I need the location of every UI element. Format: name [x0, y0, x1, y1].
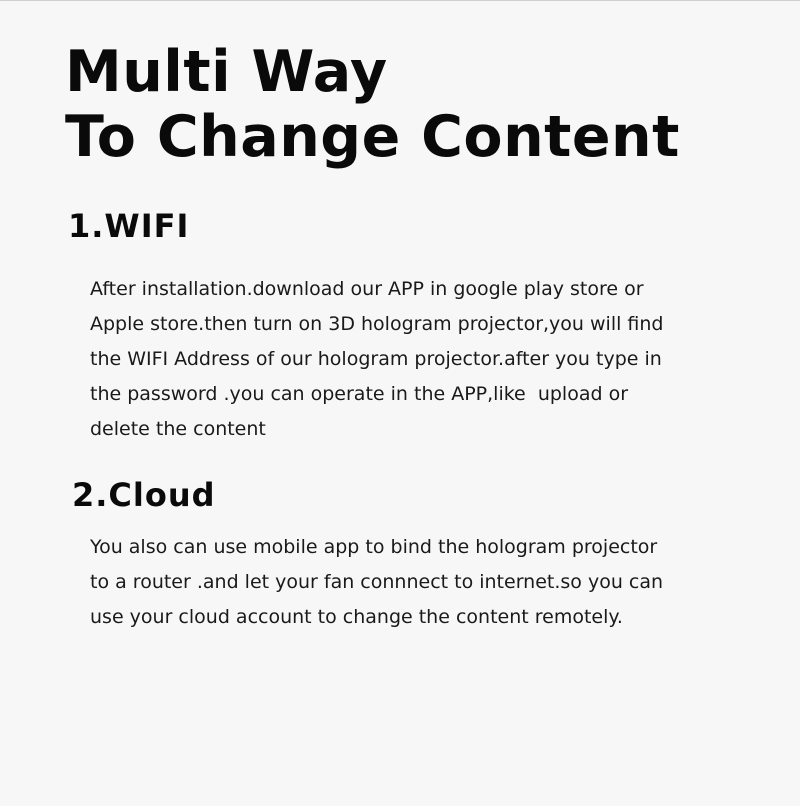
page-title-line-1: Multi Way [65, 39, 388, 105]
cloud-section-heading: 2.Cloud [72, 476, 216, 514]
cloud-body-line: You also can use mobile app to bind the hologram projector [90, 536, 658, 558]
wifi-body-line: the WIFI Address of our hologram projector.after you type in [90, 348, 662, 370]
wifi-section-heading: 1.WIFI [68, 207, 190, 245]
cloud-body-line: use your cloud account to change the content remotely. [90, 606, 623, 628]
cloud-body-line: to a router .and let your fan connnect to internet.so you can [90, 571, 664, 593]
wifi-body-line: Apple store.then turn on 3D hologram projector,you will find [90, 313, 664, 335]
wifi-body-line: delete the content [90, 418, 266, 440]
cloud-section-body [90, 530, 663, 635]
wifi-body-line: After installation.download our APP in google play store or [90, 278, 644, 300]
wifi-body-line: the password .you can operate in the APP,like upload or [90, 383, 629, 405]
wifi-section-body [90, 272, 664, 447]
page-title-line-2: To Change Content [65, 104, 680, 170]
